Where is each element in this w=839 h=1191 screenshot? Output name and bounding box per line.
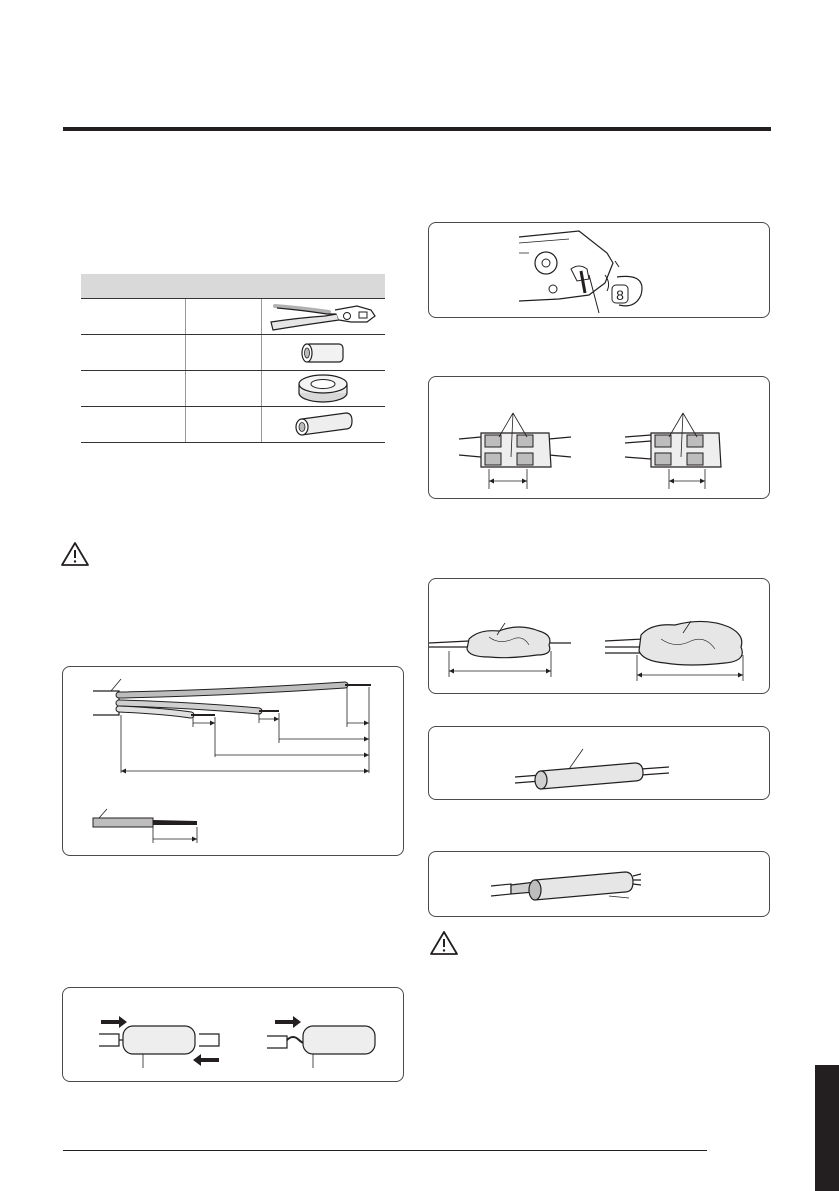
part-qty	[186, 371, 262, 407]
shrunk-tube-figure	[428, 851, 770, 917]
insulation-tape-icon	[293, 373, 353, 405]
insert-wire-figure	[62, 987, 404, 1082]
crimped-sleeve-figure	[428, 376, 770, 499]
bottom-rule	[63, 1150, 707, 1151]
heat-shrink-tube-icon	[288, 409, 358, 441]
table-row	[81, 371, 385, 407]
warning-icon	[60, 541, 90, 567]
part-qty	[186, 407, 262, 443]
part-name	[81, 371, 186, 407]
crimp-tool-figure	[428, 222, 770, 318]
taped-joint-figure	[428, 578, 770, 694]
table-row	[81, 335, 385, 371]
shrink-tube-figure	[428, 726, 770, 800]
part-qty	[186, 299, 262, 335]
table-header-row	[81, 274, 385, 299]
sleeve-icon	[293, 338, 353, 368]
header-shape	[261, 274, 385, 299]
table-row	[81, 407, 385, 443]
table-row	[81, 299, 385, 335]
header-qty	[186, 274, 262, 299]
crimp-tool-icon	[267, 300, 379, 334]
part-name	[81, 335, 186, 371]
crimp-setting-label: 8	[616, 287, 624, 303]
header-part	[81, 274, 186, 299]
wire-strip-figure	[62, 666, 404, 856]
top-rule	[63, 127, 771, 131]
part-name	[81, 407, 186, 443]
warning-icon	[429, 930, 459, 956]
part-name	[81, 299, 186, 335]
parts-table	[81, 274, 385, 443]
side-tab	[815, 1065, 839, 1191]
part-qty	[186, 335, 262, 371]
